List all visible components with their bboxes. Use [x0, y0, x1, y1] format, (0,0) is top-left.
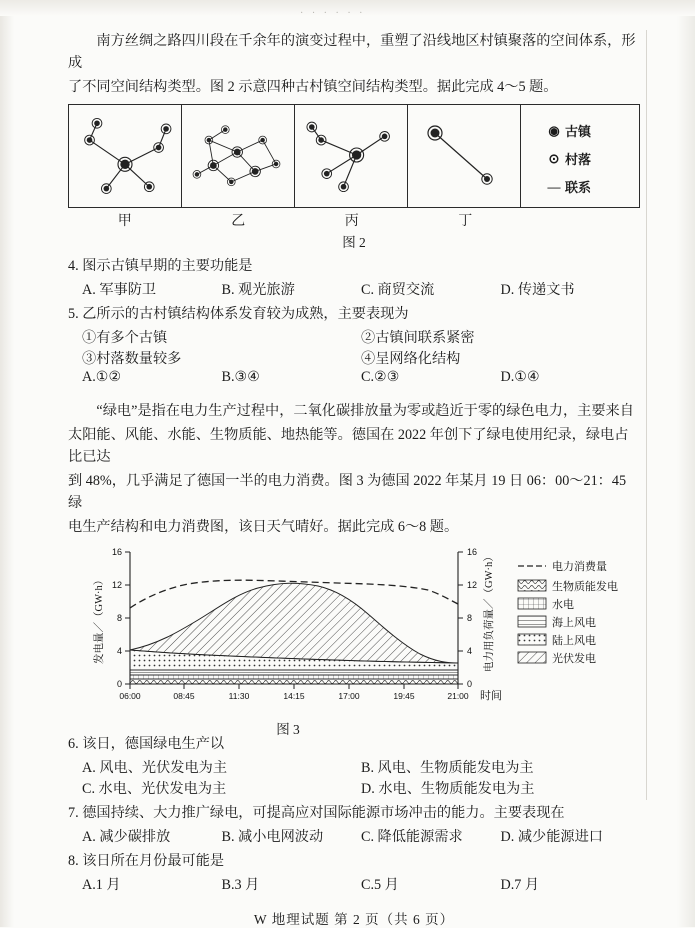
figure-2-panel-yi: [182, 105, 295, 207]
passage-2: [68, 400, 640, 538]
q7-option-a[interactable]: A. 减少碳排放: [82, 829, 171, 845]
q6-option-d[interactable]: D. 水电、生物质能发电为主: [361, 781, 535, 797]
legend-label-guzhen: 古镇: [565, 124, 592, 139]
legend-item-lianxi: [543, 177, 591, 196]
svg-text:水电: 水电: [552, 599, 574, 611]
question-5-statements-row-2: [82, 348, 640, 368]
svg-text:8: 8: [467, 613, 473, 623]
q8-option-c[interactable]: C.5 月: [361, 877, 399, 893]
panel-label-yi: 乙: [231, 214, 246, 229]
question-4-stem: 4. 图示古镇早期的主要功能是: [68, 258, 253, 274]
panel-jia-diagram: [69, 105, 181, 205]
question-6: [68, 733, 640, 798]
scan-dots: · · · · · ·: [300, 8, 366, 19]
question-8-stem: 8. 该日所在月份最可能是: [68, 853, 225, 869]
chart-y-left-label: 发电量／（GW·h）: [94, 574, 105, 664]
q4-option-d[interactable]: D. 传递文书: [500, 282, 575, 298]
figure-2-panel-ding: [408, 105, 521, 207]
panel-label-jia: 甲: [117, 214, 132, 229]
svg-text:生物质能发电: 生物质能发电: [552, 581, 618, 593]
chart-x-label: 时间: [480, 690, 502, 702]
q5-option-a[interactable]: A.①②: [82, 369, 122, 385]
q5-statement-4: ④呈网络化结构: [361, 351, 461, 367]
panel-bing-diagram: [295, 105, 407, 205]
question-6-options-row-2: [82, 778, 640, 798]
svg-text:4: 4: [116, 646, 122, 656]
q5-statement-2: ②古镇间联系紧密: [361, 330, 475, 346]
panel-label-bing: 丙: [344, 214, 359, 229]
q8-option-a[interactable]: A.1 月: [82, 877, 121, 893]
question-7-stem: 7. 德国持续、大力推广绿电，可提高应对国际能源市场冲击的能力。主要表现在: [68, 805, 565, 821]
q8-option-b[interactable]: B.3 月: [221, 877, 260, 893]
passage-2-line-3: 到 48%，几乎满足了德国一半的电力消费。图 3 为德国 2022 年某月 19 日 06：00～21：45 绿: [68, 473, 627, 511]
svg-text:14:15: 14:15: [283, 691, 305, 701]
q6-option-a[interactable]: A. 风电、光伏发电为主: [82, 760, 228, 776]
panel-yi-diagram: [182, 105, 294, 205]
panel-ding-diagram: [408, 105, 520, 205]
q4-option-c[interactable]: C. 商贸交流: [361, 282, 435, 298]
svg-text:8: 8: [116, 613, 122, 623]
passage-1-line-1: 南方丝绸之路四川段在千余年的演变过程中，重塑了沿线地区村镇聚落的空间体系，形成: [68, 33, 636, 71]
q8-option-d[interactable]: D.7 月: [500, 877, 540, 893]
q5-option-d[interactable]: D.①④: [500, 369, 540, 385]
panel-label-ding: 丁: [458, 214, 473, 229]
question-8-options: [82, 874, 640, 894]
svg-text:0: 0: [467, 679, 473, 689]
cunluo-icon: ⊙: [548, 150, 560, 166]
svg-text:0: 0: [116, 679, 122, 689]
q7-option-d[interactable]: D. 减少能源进口: [500, 829, 603, 845]
svg-text:16: 16: [111, 547, 122, 557]
q5-option-b[interactable]: B.③④: [221, 369, 260, 385]
figure-3: [68, 544, 640, 737]
chart-legend: [518, 559, 618, 665]
passage-1: [68, 30, 640, 98]
svg-text:4: 4: [467, 646, 473, 656]
question-6-options-row-1: [82, 757, 640, 777]
svg-text:17:00: 17:00: [338, 691, 360, 701]
q5-statement-1: ①有多个古镇: [82, 330, 168, 346]
passage-2-line-4: 电生产结构和电力消费图，该日天气晴好。据此完成 6～8 题。: [68, 519, 459, 535]
figure-3-chart: [68, 544, 628, 720]
svg-text:陆上风电: 陆上风电: [552, 635, 596, 647]
question-4-options: [82, 279, 640, 299]
question-4: [68, 255, 640, 299]
passage-2-line-2: 太阳能、风能、水能、生物质能、地热能等。德国在 2022 年创下了绿电使用纪录，绿电占比已达: [68, 427, 629, 465]
legend-item-guzhen: [543, 121, 591, 140]
svg-text:19:45: 19:45: [393, 691, 415, 701]
figure-2-panel-jia: [69, 105, 182, 207]
q4-option-a[interactable]: A. 军事防卫: [82, 282, 157, 298]
legend-item-cunluo: [543, 149, 591, 168]
figure-2: [68, 104, 640, 208]
panel-label-spacer: [522, 210, 640, 230]
figure-2-panel-labels: [68, 210, 640, 230]
question-5-statements-row-1: [82, 327, 640, 347]
svg-text:11:30: 11:30: [228, 691, 250, 701]
q7-option-b[interactable]: B. 减小电网波动: [221, 829, 324, 845]
svg-text:海上风电: 海上风电: [552, 617, 596, 629]
svg-text:06:00: 06:00: [119, 691, 141, 701]
question-5: [68, 303, 640, 386]
question-6-stem: 6. 该日，德国绿电生产以: [68, 736, 225, 752]
q7-option-c[interactable]: C. 降低能源需求: [361, 829, 463, 845]
svg-text:光伏发电: 光伏发电: [552, 653, 596, 665]
legend-label-lianxi: 联系: [565, 180, 592, 195]
question-5-stem: 5. 乙所示的古村镇结构体系发育较为成熟，主要表现为: [68, 306, 409, 322]
svg-text:16: 16: [467, 547, 478, 557]
lianxi-line-icon: —: [547, 178, 561, 194]
q5-option-c[interactable]: C.②③: [361, 369, 400, 385]
svg-text:12: 12: [467, 580, 478, 590]
svg-text:电力消费量: 电力消费量: [552, 561, 607, 573]
question-8: [68, 850, 640, 894]
svg-text:12: 12: [111, 580, 122, 590]
q6-option-c[interactable]: C. 水电、光伏发电为主: [82, 781, 227, 797]
q6-option-b[interactable]: B. 风电、生物质能发电为主: [361, 760, 534, 776]
figure-2-panel-bing: [295, 105, 408, 207]
figure-2-caption: 图 2: [342, 235, 366, 250]
page-footer: W 地理试题 第 2 页（共 6 页）: [253, 912, 455, 927]
svg-text:08:45: 08:45: [173, 691, 195, 701]
guzhen-icon: ◉: [548, 122, 560, 138]
chart-y-right-label: 电力用负荷量／（GW·h）: [484, 551, 495, 672]
q4-option-b[interactable]: B. 观光旅游: [221, 282, 295, 298]
figure-2-legend: [521, 105, 639, 207]
question-7-options: [82, 826, 640, 846]
legend-label-cunluo: 村落: [565, 152, 592, 167]
svg-text:21:00: 21:00: [447, 691, 469, 701]
question-5-options: [82, 369, 640, 386]
passage-2-line-1: “绿电”是指在电力生产过程中，二氧化碳排放量为零或趋近于零的绿色电力，主要来自: [96, 403, 634, 419]
question-7: [68, 802, 640, 846]
figure-3-caption: 图 3: [276, 722, 300, 737]
q5-statement-3: ③村落数量较多: [82, 351, 182, 367]
passage-1-line-2: 了不同空间结构类型。图 2 示意四种古村镇空间结构类型。据此完成 4～5 题。: [68, 79, 558, 95]
